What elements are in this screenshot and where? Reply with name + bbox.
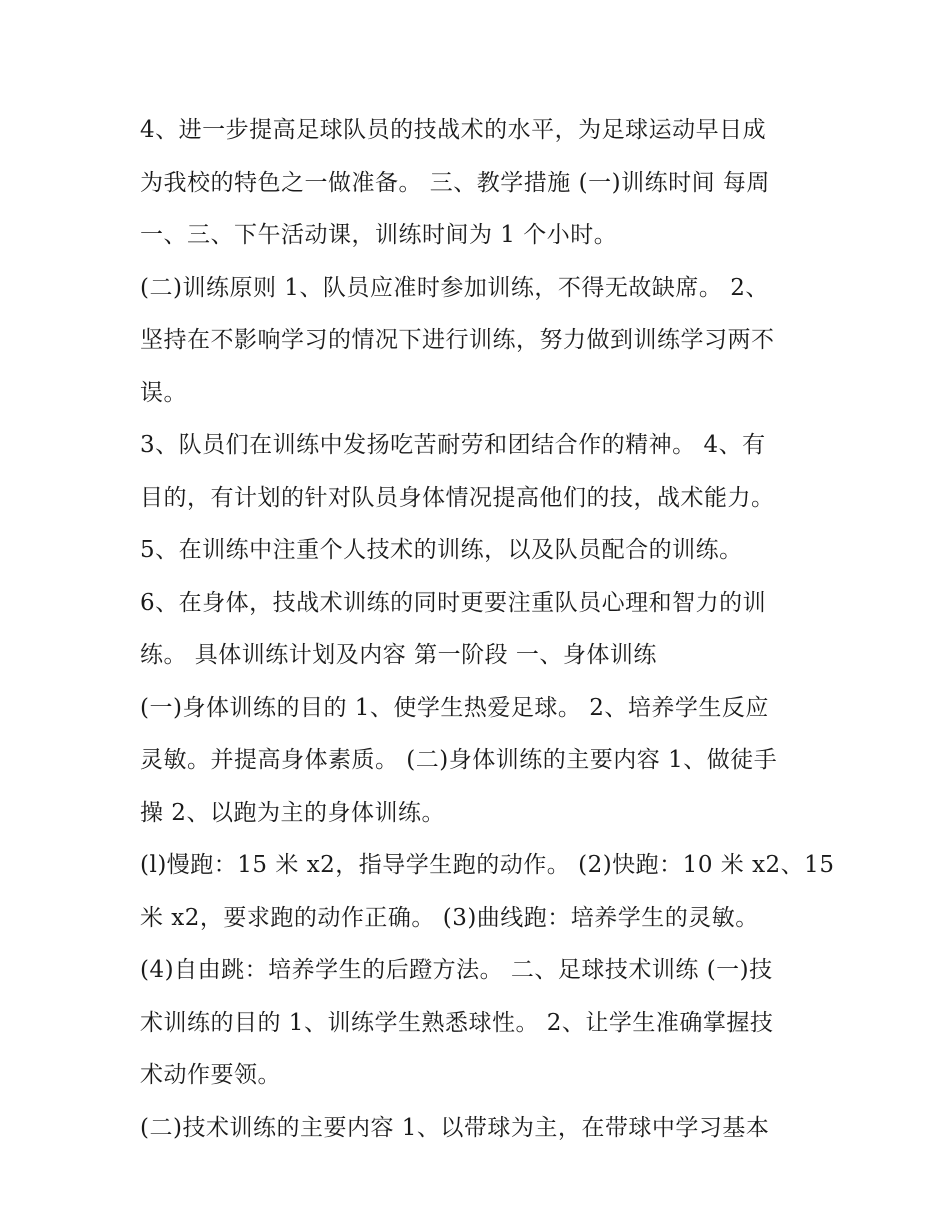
text-line: 灵敏。并提高身体素质。 (二)身体训练的主要内容 1、做徒手 <box>140 747 778 773</box>
text-line: 一、三、下午活动课，训练时间为 1 个小时。 <box>140 222 618 248</box>
text-line: (l)慢跑：15 米 x2，指导学生跑的动作。 (2)快跑：10 米 x2、15 <box>140 852 835 878</box>
text-line: 目的，有计划的针对队员身体情况提高他们的技，战术能力。 <box>140 484 775 511</box>
paragraph <box>140 104 820 262</box>
text-line: 术训练的目的 1、训练学生熟悉球性。 2、让学生准确掌握技 <box>140 1009 774 1036</box>
text-line: 4、进一步提高足球队员的技战术的水平，为足球运动早日成 <box>140 117 767 143</box>
text-line: 误。 <box>140 379 187 406</box>
paragraph <box>140 577 820 682</box>
text-line: (二)训练原则 1、队员应准时参加训练，不得无故缺席。 2、 <box>140 274 769 301</box>
text-line: 6、在身体，技战术训练的同时更要注重队员心理和智力的训 <box>140 589 767 616</box>
text-line: (4)自由跳：培养学生的后蹬方法。 二、足球技术训练 (一)技 <box>140 957 773 983</box>
document-body <box>140 104 835 1154</box>
paragraph <box>140 839 835 944</box>
text-line: 练。 具体训练计划及内容 第一阶段 一、身体训练 <box>140 642 657 668</box>
text-line: (一)身体训练的目的 1、使学生热爱足球。 2、培养学生反应 <box>140 694 769 721</box>
text-line: 5、在训练中注重个人技术的训练，以及队员配合的训练。 <box>140 537 743 563</box>
paragraph <box>140 1102 820 1155</box>
text-line: 3、队员们在训练中发扬吃苦耐劳和团结合作的精神。 4、有 <box>140 432 766 458</box>
paragraph <box>140 682 820 840</box>
paragraph <box>140 419 820 524</box>
text-line: (二)技术训练的主要内容 1、以带球为主，在带球中学习基本 <box>140 1114 770 1141</box>
paragraph <box>140 524 820 577</box>
text-line: 坚持在不影响学习的情况下进行训练，努力做到训练学习两不 <box>140 327 775 353</box>
text-line: 米 x2，要求跑的动作正确。 (3)曲线跑：培养学生的灵敏。 <box>140 904 759 931</box>
text-line: 操 2、以跑为主的身体训练。 <box>140 799 445 826</box>
paragraph <box>140 262 820 420</box>
text-line: 为我校的特色之一做准备。 三、教学措施 (一)训练时间 每周 <box>140 169 770 196</box>
text-line: 术动作要领。 <box>140 1062 281 1088</box>
paragraph <box>140 944 820 1102</box>
